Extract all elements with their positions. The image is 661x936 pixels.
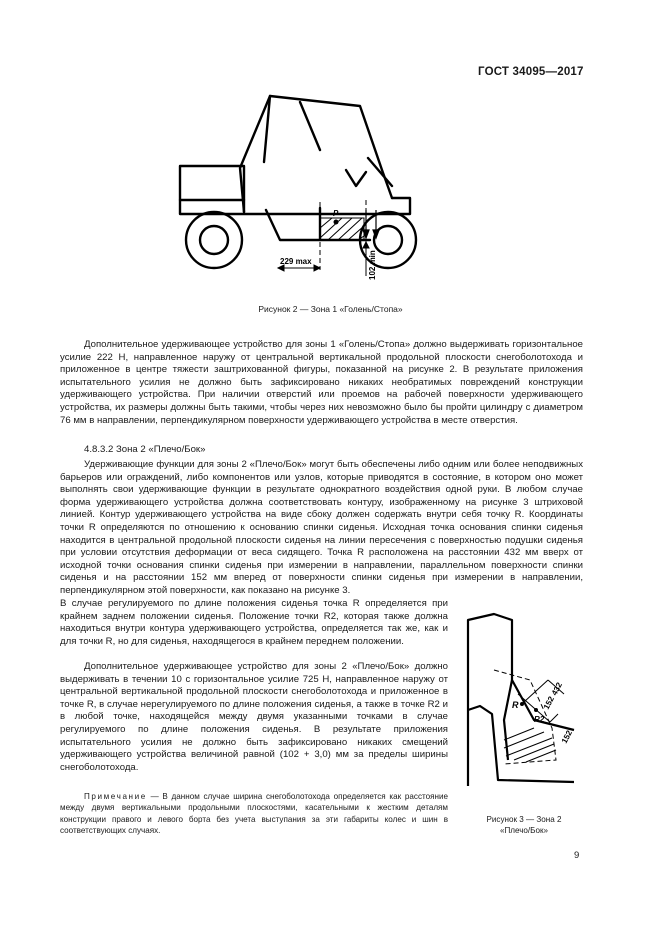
figure-3-seat-drawing — [464, 610, 586, 806]
fig3-label-r: R — [512, 700, 519, 710]
figure-3-caption — [464, 814, 584, 836]
figure-3-caption-line2: «Плечо/Бок» — [499, 826, 549, 835]
figure-2-vehicle-drawing — [170, 90, 420, 282]
fig3-label-r2: R2 — [534, 715, 545, 724]
figure-2-caption: Рисунок 2 — Зона 1 «Голень/Стопа» — [258, 304, 403, 314]
paragraph-zone2-force: Дополнительное удерживающее устройство для зоны 2 «Плечо/Бок» должно выдерживать в течении 10 с горизонтальное усилие 725 Н, направленное наружу от центральной вертикальной продольной плоскости снегоболотохода и приложенное в точке R, в случае нерегулируемого по длине положения сиденья, а также в точке R2 и в любой точке, находящейся между двумя указанными точками в случае регулируемого по длине положения сиденья. В результате приложения испытательного усилия не должно быть зафиксировано никаких смещений удерживающего устройства величиной равной (102 + 3,0) мм за пределы ширины снегоболотохода. — [60, 661, 448, 773]
fig3-dim-152-a: 152 — [541, 694, 557, 711]
paragraph-zone1-force: Дополнительное удерживающее устройство для зоны 1 «Голень/Стопа» должно выдерживать горизонтальное усилие 222 Н, направленное наружу от центральной вертикальной продольной плоскости снегоболотохода и приложенное в центре тяжести заштрихованной фигуры, показанной на рисунке 2. В результате приложения испытательного усилия не должно быть зафиксировано никаких необратимых повреждений конструкции удерживающего устройства. При наличии отверстий или проемов на рабочей поверхности удерживающего устройства, их размеры должны быть такими, чтобы через них невозможно было бы пройти цилиндру с диаметром 76 мм в направлении, перпендикулярном поверхности удерживающего устройства в месте отверстия. — [60, 339, 583, 426]
note-label: Примечание — [84, 792, 147, 801]
section-heading-4-8-3-2: 4.8.3.2 Зона 2 «Плечо/Бок» — [84, 444, 206, 455]
note-text: — В данном случае ширина снегоболотохода определяется как расстояние между двумя вертикальными продольными плоскостями, касательными к жестким деталям конструкции правого и левого борта без учета выступания за эти габариты колес и шин в соответствующих случаях. — [60, 792, 448, 836]
page-number: 9 — [574, 850, 580, 861]
dim-229-label: 229 max — [280, 257, 312, 266]
fig3-dim-152-b: 152 — [559, 728, 575, 745]
figure-3-caption-line1: Рисунок 3 — Зона 2 — [486, 815, 562, 824]
note — [60, 791, 448, 837]
fig3-dim-432: 432 — [549, 680, 565, 697]
standard-header: ГОСТ 34095—2017 — [478, 66, 584, 78]
point-p-label: P — [333, 209, 339, 218]
paragraph-seat-position: В случае регулируемого по длине положения сиденья точка R определяется при крайнем заднем положении сиденья. Положение точки R2, которая также должна находиться внутри контура удерживающего устройства, определяется так же, как и для точки R, но для сиденья, находящегося в крайнем переднем положении. — [60, 598, 448, 647]
paragraph-zone2-functions: Удерживающие функции для зоны 2 «Плечо/Бок» могут быть обеспечены либо одним или более неподвижных барьеров или ограждений, либо компонентов или узлов, которые приводятся в состояние, в котором оно может выполнять свои удерживающие функции в результате однократного воздействия одной руки. В любом случае форма удерживающего устройства должна соответствовать контуру, изображенному на рисунке 3 штриховой линией. Контур удерживающего устройства на виде сбоку должен содержать внутри себя точку R. Координаты точки R определяются по отношению к основанию спинки сиденья. Исходная точка основания спинки сиденья находится в центральной продольной плоскости сиденья на линии пересечения с поверхностью подушки сиденья при условии отсутствия деформации от веса сидящего. Точка R расположена на расстоянии 432 мм вверх от исходной точки основания спинки сиденья при измерении в направлении, параллельном поверхности спинки сиденья и на расстоянии 152 мм вперед от поверхности спинки сиденья при измерении в направлении, перпендикулярном этой поверхности, как показано на рисунке 3. — [60, 459, 583, 596]
dim-102-label: 102 min — [368, 250, 377, 280]
